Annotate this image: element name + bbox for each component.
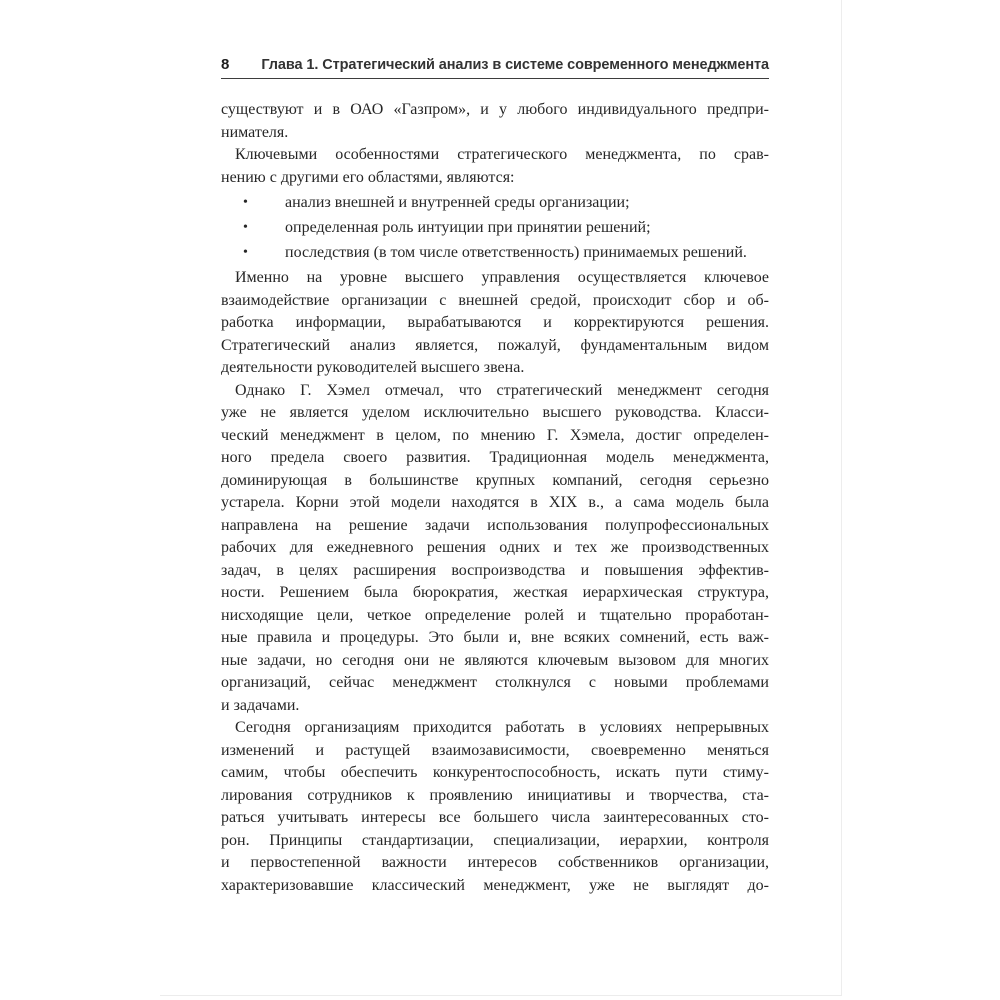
bullet-icon: • xyxy=(243,219,248,235)
text-line: ные правила и процедуры. Это были и, вне всяких сомнений, есть важ- xyxy=(221,629,769,646)
text-line: деятельности руководителей высшего звена. xyxy=(221,359,525,376)
page-body xyxy=(221,99,769,897)
text-line: Стратегический анализ является, пожалуй, фундаментальным видом xyxy=(221,336,769,354)
text-line: рабочих для ежедневного решения одних и тех же производственных xyxy=(221,539,769,556)
text-line: устарела. Корни этой модели находятся в XIX в., а сама модель была xyxy=(221,494,769,511)
text-line: рон. Принципы стандартизации, специализации, иерархии, контроля xyxy=(221,831,769,849)
text-line: изменений и растущей взаимозависимости, своевременно меняться xyxy=(221,741,769,759)
text-line: направлена на решение задачи использования полупрофессиональных xyxy=(221,516,769,534)
bullet-item xyxy=(221,217,769,240)
text-line: Сегодня организациям приходится работать в условиях непрерывных xyxy=(235,719,769,736)
text-line: лирования сотрудников к проявлению инициативы и творчества, ста- xyxy=(221,786,769,804)
scan-page-bottom-edge xyxy=(160,995,842,996)
text-line: Именно на уровне высшего управления осуществляется ключевое xyxy=(235,269,769,286)
chapter-running-title: Глава 1. Стратегический анализ в системе современного менеджмента xyxy=(261,56,769,73)
text-line: и первостепенной важности интересов собственников организации, xyxy=(221,854,769,871)
text-line: Ключевыми особенностями стратегического менеджмента, по срав- xyxy=(235,146,769,163)
text-line: раться учитывать интересы все большего числа заинтересованных сто- xyxy=(221,809,769,826)
bullet-item-text: определенная роль интуиции при принятии решений; xyxy=(285,218,651,236)
text-line: уже не является уделом исключительно высшего руководства. Класси- xyxy=(221,404,769,421)
bullet-list xyxy=(221,192,769,265)
text-line: ного предела своего развития. Традиционная модель менеджмента, xyxy=(221,449,769,466)
text-line: и задачами. xyxy=(221,696,300,714)
bullet-item xyxy=(221,192,769,215)
text-line: самим, чтобы обеспечить конкурентоспособность, искать пути стиму- xyxy=(221,764,769,781)
text-line: существуют и в ОАО «Газпром», и у любого индивидуального предпри- xyxy=(221,101,769,118)
text-line: Однако Г. Хэмел отмечал, что стратегический менеджмент сегодня xyxy=(235,381,769,399)
text-line: доминирующая в большинстве крупных компаний, сегодня серьезно xyxy=(221,471,769,489)
text-line: характеризовавшие классический менеджмент, уже не выглядят до- xyxy=(221,876,769,894)
text-line: задач, в целях расширения воспроизводства и повышения эффектив- xyxy=(221,561,769,579)
paragraph xyxy=(221,144,769,189)
bullet-item xyxy=(221,242,769,265)
paragraph xyxy=(221,267,769,380)
text-line: нению с другими его областями, являются: xyxy=(221,168,515,186)
bullet-icon: • xyxy=(243,194,248,210)
text-line: нимателя. xyxy=(221,123,289,141)
text-line: ности. Решением была бюрократия, жесткая иерархическая структура, xyxy=(221,584,769,601)
bullet-item-text: последствия (в том числе ответственность) принимаемых решений. xyxy=(285,243,747,261)
text-line: организаций, сейчас менеджмент столкнулся с новыми проблемами xyxy=(221,674,769,691)
running-header xyxy=(221,57,769,79)
page-number: 8 xyxy=(221,56,230,73)
text-line: взаимодействие организации с внешней средой, происходит сбор и об- xyxy=(221,291,769,309)
paragraph xyxy=(221,380,769,718)
bullet-item-text: анализ внешней и внутренней среды организации; xyxy=(285,193,630,211)
bullet-icon: • xyxy=(243,244,248,260)
text-line: нисходящие цели, четкое определение ролей и тщательно проработан- xyxy=(221,606,769,624)
paragraph xyxy=(221,717,769,897)
text-line: ные задачи, но сегодня они не являются ключевым вызовом для многих xyxy=(221,651,769,669)
text-line: ческий менеджмент в целом, по мнению Г. Хэмела, достиг определен- xyxy=(221,426,769,444)
paragraph xyxy=(221,99,769,144)
text-line: работка информации, вырабатываются и корректируются решения. xyxy=(221,314,769,331)
scan-page-right-edge xyxy=(841,0,842,996)
